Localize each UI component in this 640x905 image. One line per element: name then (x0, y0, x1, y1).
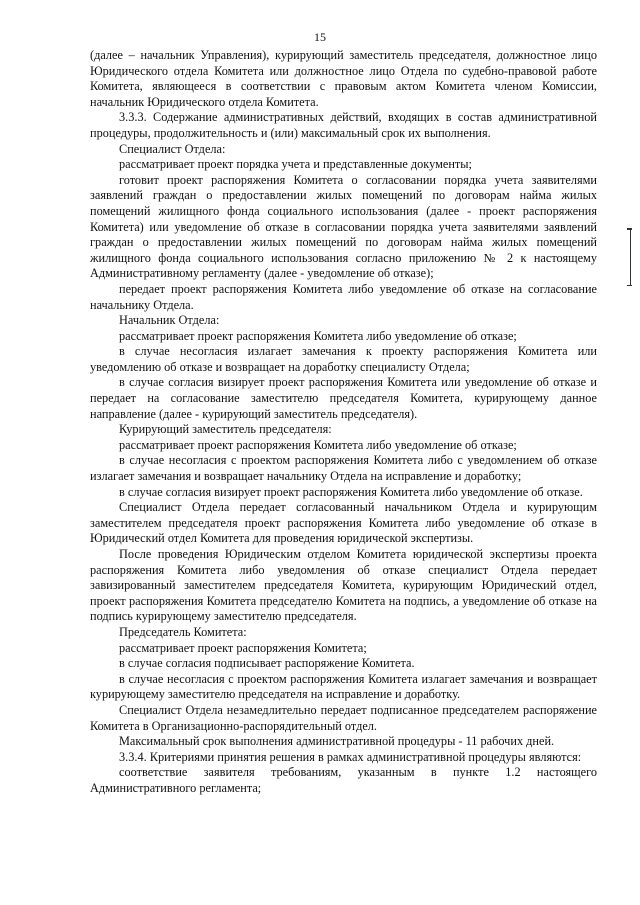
paragraph: Курирующий заместитель председателя: (119, 422, 332, 437)
paragraph: 3.3.3. Содержание административных действий, входящих в состав административной процедуры, продолжительность и (или) максимальный срок их выполнения. (90, 110, 597, 140)
paragraph: Специалист Отдела незамедлительно передает подписанное председателем распоряжение Комитета в Организационно-распорядительный отдел. (90, 702, 597, 733)
paragraph: готовит проект распоряжения Комитета о согласовании порядка учета заявителями заявлений граждан о предоставлении жилых помещений по договорам найма жилых помещений жилищного фонда социального использования (далее - проект распоряжения Комитета) или уведомление об отказе в согласовании порядка учета заявителями заявлений граждан о предоставлении жилых помещений по договорам найма жилых помещений жилищного фонда социального использования согласно приложению № 2 к настоящему Административному регламенту (далее - уведомление об отказе); (90, 172, 597, 281)
paragraph: рассматривает проект распоряжения Комитета; (119, 640, 367, 655)
paragraph: Начальник Отдела: (119, 313, 220, 328)
paragraph: Специалист Отдела передает согласованный начальником Отдела и курирующим заместителем председателя проект распоряжения Комитета либо уведомление об отказе в Юридический отдел Комитета для проведения юридической экспертизы. (90, 500, 597, 546)
document-body (90, 48, 597, 797)
paragraph: После проведения Юридическим отделом Комитета юридической экспертизы проекта распоряжения Комитета либо уведомления об отказе специалист Отдела передает завизированный заместителем председателя Комитета, курирующим Юридический отдел, проект распоряжения Комитета председателю Комитета на подпись, а уведомление об отказе на подпись курирующему заместителю председателя. (90, 547, 597, 624)
paragraph: Председатель Комитета: (119, 624, 247, 639)
paragraph: 3.3.4. Критериями принятия решения в рамках административной процедуры являются: (119, 749, 582, 764)
paragraph: в случае несогласия излагает замечания к проекту распоряжения Комитета или уведомлению об отказе и возвращает на доработку специалисту Отдела; (90, 344, 597, 374)
paragraph: рассматривает проект порядка учета и представленные документы; (119, 157, 472, 172)
paragraph: Специалист Отдела: (119, 141, 226, 156)
paragraph: Максимальный срок выполнения административной процедуры - 11 рабочих дней. (119, 734, 555, 749)
paragraph: рассматривает проект распоряжения Комитета либо уведомление об отказе; (119, 437, 517, 452)
paragraph: соответствие заявителя требованиям, указанным в пункте 1.2 настоящего Административного регламента; (90, 765, 597, 795)
paragraph: передает проект распоряжения Комитета либо уведомление об отказе на согласование начальнику Отдела. (90, 281, 597, 312)
margin-bracket-mark (630, 228, 635, 286)
paragraph: в случае согласия подписывает распоряжение Комитета. (119, 656, 415, 671)
paragraph: рассматривает проект распоряжения Комитета либо уведомление об отказе; (119, 328, 517, 343)
page-number: 15 (314, 30, 326, 44)
paragraph: в случае согласия визирует проект распоряжения Комитета или уведомление об отказе и передает на согласование заместителю председателя Комитета, курирующему данное направление (далее - курирующий заместитель председателя). (90, 375, 597, 421)
paragraph: в случае несогласия с проектом распоряжения Комитета излагает замечания и возвращает курирующему заместителю председателя на исправление и доработку. (90, 671, 597, 702)
paragraph: в случае несогласия с проектом распоряжения Комитета либо с уведомлением об отказе излагает замечания и возвращает начальнику Отдела на исправление и доработку; (90, 453, 597, 484)
paragraph: в случае согласия визирует проект распоряжения Комитета либо уведомление об отказе. (119, 484, 583, 499)
paragraph: (далее – начальник Управления), курирующий заместитель председателя, должностное лицо Юридического отдела Комитета или должностное лицо Отдела по судебно-правовой работе Комитета, являющееся в соответствии с правовым актом Комитета членом Комиссии, начальник Юридического отдела Комитета. (90, 48, 597, 109)
